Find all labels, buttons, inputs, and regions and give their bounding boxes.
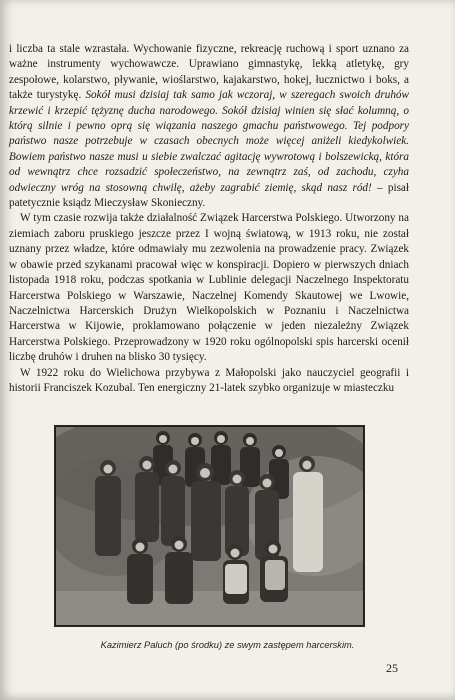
paragraph (9, 366, 409, 397)
paragraph-text: W tym czasie rozwija także działalność Związek Harcerstwa Polskiego. Utworzony na ziemiach zaboru pruskiego jeszcze przez I wojną światową, w 1913 roku, nie został uznany przez władze, które odmawiały mu zezwolenia na prowadzenie pracy. Związek w obawie przed szykanami pracował więc w konspiracji. Dopiero w pierwszych dniach listopada 1918 roku, podczas spotkania w Lublinie delegacji Naczelnego Inspektoratu Harcerstwa Polskiego w Warszawie, Naczelnej Komendy Skautowej we Lwowie, Naczelnictwa Harcerskich Drużyn Wielkopolskich w Poznaniu i Naczelnictwa Harcerstwa w Kijowie, proklamowano połączenie w jeden niezależny Związek Harcerstwa Polskiego. Przeprowadzony w 1920 roku ogólnopolski spis harcerski ocenił liczbę druhów i druhen na blisko 30 tysięcy. (9, 212, 409, 364)
paragraph-text: W 1922 roku do Wielichowa przybywa z Małopolski jako nauczyciel geografii i historii Franciszek Kozubal. Ten energiczny 21-latek szybko organizuje w miasteczku (9, 366, 409, 394)
group-photo (55, 426, 364, 626)
page-number: 25 (386, 661, 398, 675)
paragraph-text: i liczba ta stale wzrastała. Wychowanie fizyczne, rekreację ruchową i sport uznano za ważne instrumenty wychowawcze. Uprawiano gimnastykę, lekką atletykę, gry zespołowe, kolarstwo, pływanie, wioślarstwo, kajakarstwo, hokej, łucznictwo i boks, a także turystykę. (9, 43, 409, 102)
paragraph (9, 42, 409, 211)
scout-group-image (55, 426, 364, 626)
body-text (9, 42, 409, 396)
photo-caption: Kazimierz Paluch (po środku) ze swym zastępem harcerskim. (100, 640, 355, 650)
quote-text: Sokół musi dzisiaj tak samo jak wczoraj, w szeregach swoich druhów krzewić i krzepić tężyznę ducha narodowego. Sokół dzisiaj winien się słać kolumną, o którą silnie i pewno oprą się wiązania naszego gmachu państwowego. Tej podpory państwo nasze potrzebuje w czasach obecnych może więcej aniżeli kiedykolwiek. Bowiem państwo nasze musi u siebie zwalczać agitację wywrotową i bolszewicką, która od wewnątrz chce rozsadzić społeczeństwo, na zewnątrz zaś, od zachodu, czyha odwieczny wróg na stosowną chwilę, ażeby zagrabić ziemię, skąd nasz ród! (9, 89, 409, 194)
paragraph (9, 211, 409, 365)
paragraph-text: – pisał patetycznie ksiądz Mieczysław Skonieczny. (9, 181, 409, 210)
